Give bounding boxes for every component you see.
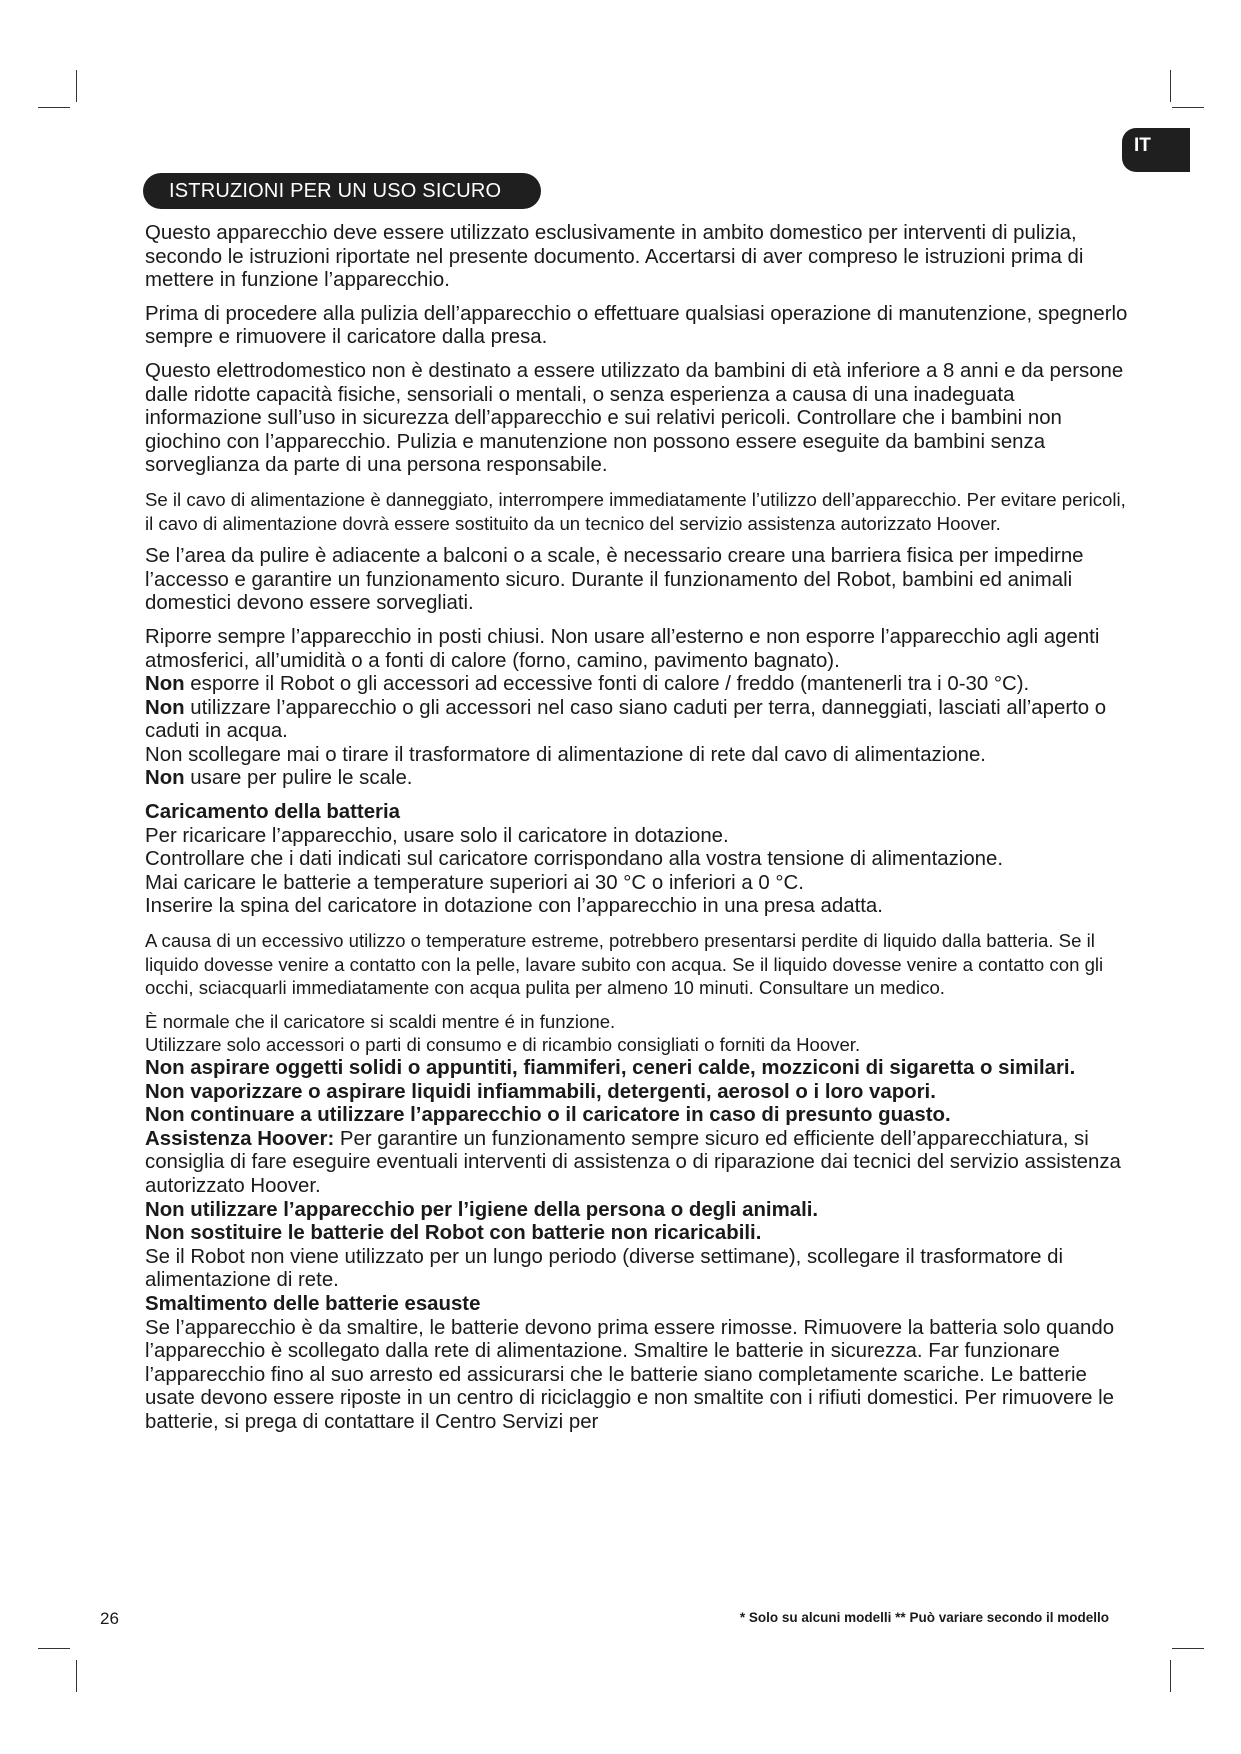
text-line: Utilizzare solo accessori o parti di consumo e di ricambio consigliati o forniti da Hoover. bbox=[145, 1034, 861, 1056]
paragraph: A causa di un eccessivo utilizzo o temperature estreme, potrebbero presentarsi perdite di liquido dalla batteria. Se il liquido dovesse venire a contatto con la pelle, lavare subito con acqua. Se il liquido dovesse venire a contatto con gli occhi, sciacquarli immediatamente con acqua pulita per almeno 10 minuti. Consultare un medico. bbox=[145, 930, 1104, 999]
paragraph: Questo elettrodomestico non è destinato a essere utilizzato da bambini di età inferiore a 8 anni e da persone dalle ridotte capacità fisiche, sensoriali o mentali, o senza esperienza a causa di una inadeguata informazione sull’uso in sicurezza dell’apparecchio e sui relativi pericoli. Controllare che i bambini non giochino con l’apparecchio. Pulizia e manutenzione non possono essere eseguite da bambini senza sorveglianza da parte di una persona responsabile. bbox=[145, 359, 1124, 477]
page-number: 26 bbox=[100, 1609, 119, 1628]
document-body bbox=[145, 222, 1130, 1435]
section-header: ISTRUZIONI PER UN USO SICURO bbox=[143, 173, 541, 209]
text-line: È normale che il caricatore si scaldi mentre é in funzione. bbox=[145, 1010, 616, 1032]
footnote: * Solo su alcuni modelli ** Può variare secondo il modello bbox=[739, 1610, 1109, 1625]
bold-text: Non utilizzare l’apparecchio per l’igiene della persona o degli animali. bbox=[145, 1198, 819, 1221]
battery-section bbox=[145, 801, 1130, 919]
crop-mark bbox=[76, 70, 77, 102]
battery-heading: Caricamento della batteria bbox=[145, 801, 400, 824]
crop-mark bbox=[1170, 1660, 1171, 1692]
crop-mark bbox=[38, 107, 70, 108]
text-line bbox=[145, 673, 1130, 697]
text-line bbox=[145, 1128, 1130, 1199]
crop-mark bbox=[76, 1660, 77, 1692]
text-line: Mai caricare le batterie a temperature superiori ai 30 °C o inferiori a 0 °C. bbox=[145, 871, 804, 894]
crop-mark bbox=[1172, 1648, 1204, 1649]
disposal-heading: Smaltimento delle batterie esauste bbox=[145, 1292, 481, 1315]
crop-mark bbox=[1170, 70, 1171, 102]
bold-text: Non vaporizzare o aspirare liquidi infiammabili, detergenti, aerosol o i loro vapori. bbox=[145, 1080, 936, 1103]
text: usare per pulire le scale. bbox=[184, 767, 413, 790]
paragraph-group bbox=[145, 1010, 1130, 1435]
text-line: Riporre sempre l’apparecchio in posti chiusi. Non usare all’esterno e non esporre l’apparecchio agli agenti atmosferici, all’umidità o a fonti di calore (forno, camino, pavimento bagnato). bbox=[145, 625, 1100, 672]
text: utilizzare l’apparecchio o gli accessori nel caso siano caduti per terra, danneggiati, lasciati all’aperto o caduti in acqua. bbox=[145, 696, 1107, 743]
paragraph: Se l’area da pulire è adiacente a balconi o a scale, è necessario creare una barriera fisica per impedirne l’accesso e garantire un funzionamento sicuro. Durante il funzionamento del Robot, bambini ed animali domestici devono essere sorvegliati. bbox=[145, 545, 1084, 615]
text-line: Per ricaricare l’apparecchio, usare solo il caricatore in dotazione. bbox=[145, 824, 729, 847]
text-line: Se il Robot non viene utilizzato per un lungo periodo (diverse settimane), scollegare il trasformatore di alimentazione di rete. bbox=[145, 1245, 1064, 1292]
paragraph: Prima di procedere alla pulizia dell’apparecchio o effettuare qualsiasi operazione di manutenzione, spegnerlo sempre e rimuovere il caricatore dalla presa. bbox=[145, 302, 1128, 349]
bold-text: Non continuare a utilizzare l’apparecchio o il caricatore in caso di presunto guasto. bbox=[145, 1104, 951, 1127]
text-line: Se l’apparecchio è da smaltire, le batterie devono prima essere rimosse. Rimuovere la batteria solo quando l’apparecchio è scollegato dalla rete di alimentazione. Smaltire le batterie in sicurezza. Far funzionare l’apparecchio fino al suo arresto ed assicurarsi che le batterie siano completamente scariche. Le batterie usate devono essere riposte in un centro di riciclaggio e non smaltite con i rifiuti domestici. Per rimuovere le batterie, si prega di contattare il Centro Servizi per bbox=[145, 1316, 1115, 1433]
language-tab: IT bbox=[1122, 128, 1190, 172]
bold-text: Non bbox=[145, 696, 185, 719]
crop-mark bbox=[38, 1648, 70, 1649]
text-line: Non scollegare mai o tirare il trasformatore di alimentazione di rete dal cavo di alimentazione. bbox=[145, 743, 986, 766]
text-line: Controllare che i dati indicati sul caricatore corrispondano alla vostra tensione di alimentazione. bbox=[145, 848, 1003, 871]
paragraph: Questo apparecchio deve essere utilizzato esclusivamente in ambito domestico per interventi di pulizia, secondo le istruzioni riportate nel presente documento. Accertarsi di aver compreso le istruzioni prima di mettere in funzione l’apparecchio. bbox=[145, 222, 1084, 292]
text-line bbox=[145, 697, 1130, 744]
bold-text: Assistenza Hoover: bbox=[145, 1127, 335, 1150]
text: Per garantire un funzionamento sempre sicuro ed efficiente dell’apparecchiatura, si consiglia di fare eseguire eventuali interventi di assistenza o di riparazione dai tecnici del servizio assistenza autorizzato Hoover. bbox=[145, 1127, 1121, 1197]
crop-mark bbox=[1172, 107, 1204, 108]
bold-text: Non aspirare oggetti solidi o appuntiti, fiammiferi, ceneri calde, mozziconi di sigaretta o similari. bbox=[145, 1057, 1076, 1079]
text-line: Inserire la spina del caricatore in dotazione con l’apparecchio in una presa adatta. bbox=[145, 895, 883, 918]
text-line bbox=[145, 767, 1130, 791]
text: esporre il Robot o gli accessori ad eccessive fonti di calore / freddo (mantenerli tra i 0-30 °C). bbox=[184, 673, 1030, 696]
paragraph: Se il cavo di alimentazione è danneggiato, interrompere immediatamente l’utilizzo dell’apparecchio. Per evitare pericoli, il cavo di alimentazione dovrà essere sostituito da un tecnico del servizio assistenza autorizzato Hoover. bbox=[145, 488, 1126, 534]
paragraph-group bbox=[145, 626, 1130, 791]
bold-text: Non sostituire le batterie del Robot con batterie non ricaricabili. bbox=[145, 1222, 762, 1245]
bold-text: Non bbox=[145, 673, 185, 696]
bold-text: Non bbox=[145, 767, 185, 790]
